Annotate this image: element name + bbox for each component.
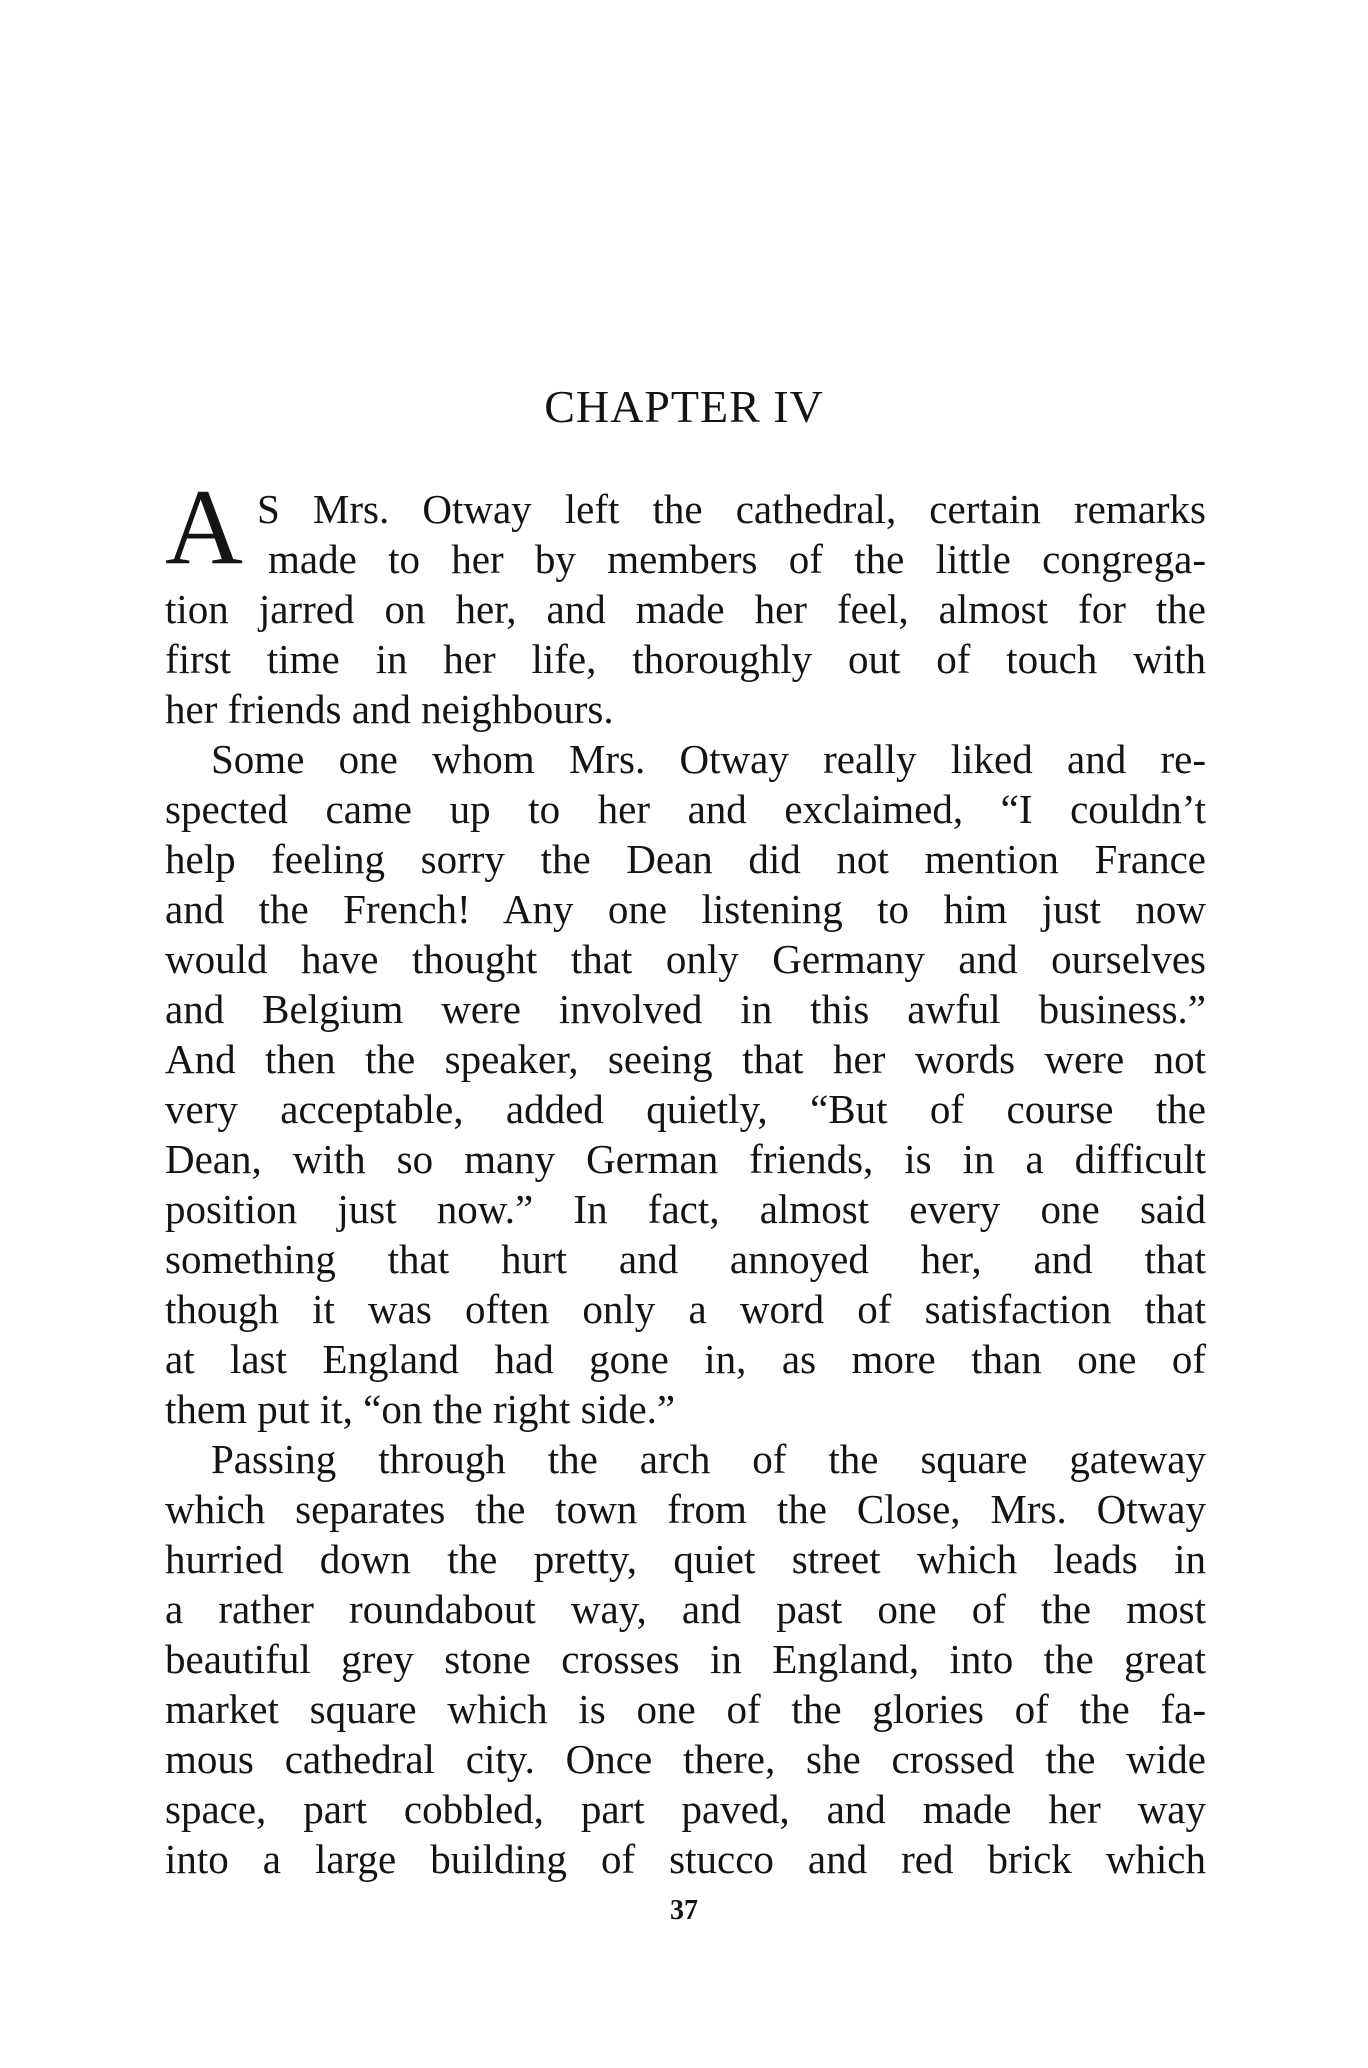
text-line: something that hurt and annoyed her, and that — [165, 1236, 1206, 1282]
text-line: tion jarred on her, and made her feel, almost for the — [165, 586, 1206, 632]
text-line: mous cathedral city. Once there, she crossed the wide — [165, 1736, 1206, 1782]
text-line: and the French! Any one listening to him just now — [165, 886, 1206, 932]
chapter-heading: CHAPTER IV — [544, 381, 824, 432]
text-line: though it was often only a word of satisfaction that — [165, 1286, 1206, 1332]
text-line: hurried down the pretty, quiet street which leads in — [165, 1536, 1206, 1582]
text-line: market square which is one of the glories of the fa- — [165, 1686, 1206, 1732]
text-line: at last England had gone in, as more than one of — [165, 1336, 1206, 1382]
text-line: spected came up to her and exclaimed, “I couldn’t — [165, 786, 1206, 832]
text-line: space, part cobbled, part paved, and made her way — [165, 1786, 1206, 1832]
text-line: position just now.” In fact, almost every one said — [165, 1186, 1206, 1232]
text-line: very acceptable, added quietly, “But of course the — [165, 1086, 1206, 1132]
text-line: into a large building of stucco and red brick which — [165, 1836, 1206, 1882]
text-line: Some one whom Mrs. Otway really liked and re- — [211, 736, 1206, 782]
text-line: help feeling sorry the Dean did not mention France — [165, 836, 1206, 882]
text-line: her friends and neighbours. — [165, 686, 614, 732]
text-line: first time in her life, thoroughly out of touch with — [165, 636, 1206, 682]
text-line: made to her by members of the little congrega- — [268, 536, 1206, 582]
drop-cap: A — [165, 468, 243, 587]
text-line: which separates the town from the Close, Mrs. Otway — [165, 1486, 1206, 1532]
text-line: Passing through the arch of the square gateway — [211, 1436, 1206, 1482]
text-line: S Mrs. Otway left the cathedral, certain remarks — [257, 486, 1206, 532]
text-line: Dean, with so many German friends, is in a difficult — [165, 1136, 1206, 1182]
text-line: them put it, “on the right side.” — [165, 1386, 676, 1432]
text-line: beautiful grey stone crosses in England, into the great — [165, 1636, 1206, 1682]
page-number: 37 — [670, 1895, 698, 1926]
body-text — [165, 484, 1206, 1884]
text-line: a rather roundabout way, and past one of the most — [165, 1586, 1206, 1632]
text-line: would have thought that only Germany and ourselves — [165, 936, 1206, 982]
text-line: and Belgium were involved in this awful business.” — [165, 986, 1206, 1032]
text-line: And then the speaker, seeing that her words were not — [165, 1036, 1206, 1082]
